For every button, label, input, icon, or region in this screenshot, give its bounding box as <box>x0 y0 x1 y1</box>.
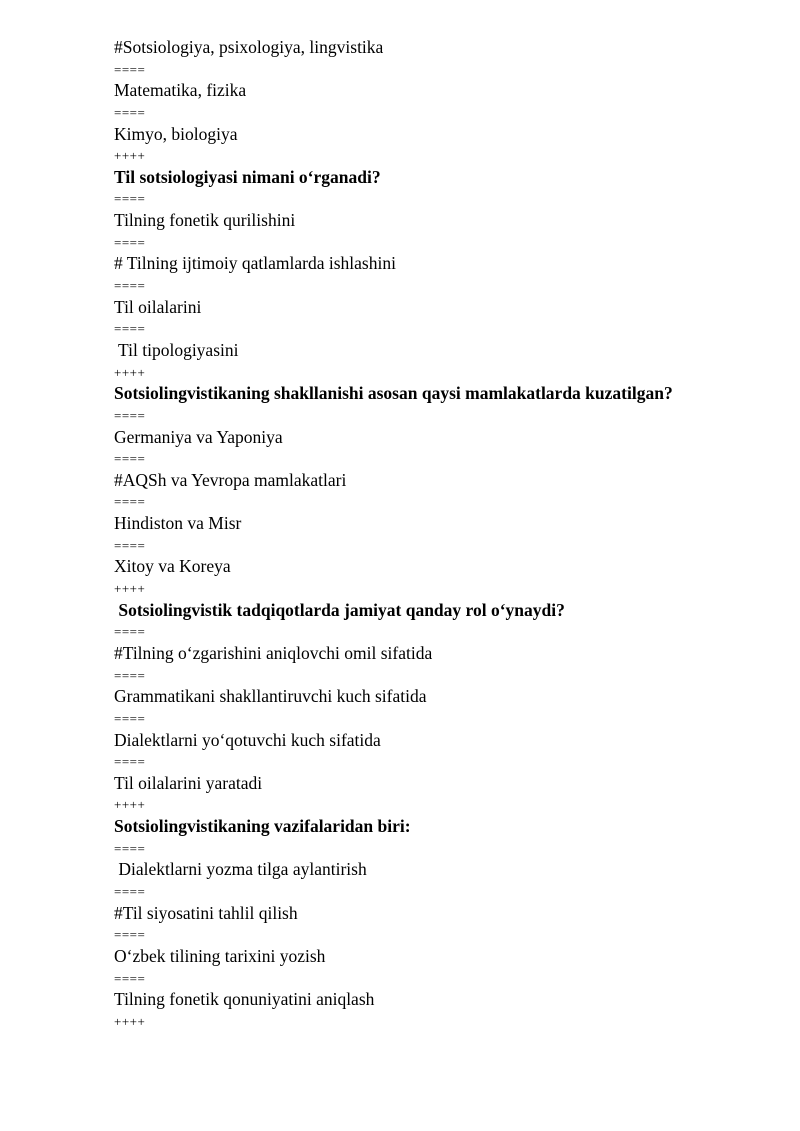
separator-line: ==== <box>114 234 146 250</box>
separator-line: ==== <box>114 840 146 856</box>
answer-option: #Tilning oʻzgarishini aniqlovchi omil sifatida <box>114 642 433 663</box>
separator-line: ++++ <box>114 797 146 813</box>
answer-option: Til oilalarini <box>114 296 202 317</box>
separator-line: ==== <box>114 191 146 207</box>
answer-option: #Til siyosatini tahlil qilish <box>114 902 298 923</box>
separator-line: ==== <box>114 104 146 120</box>
separator-line: ==== <box>114 537 146 553</box>
separator-line: ==== <box>114 624 146 640</box>
separator-line: ==== <box>114 927 146 943</box>
separator-line: ==== <box>114 278 146 294</box>
answer-option: Hindiston va Misr <box>114 513 242 534</box>
separator-line: ++++ <box>114 364 146 380</box>
answer-option: Til tipologiyasini <box>114 339 239 360</box>
answer-option: Tilning fonetik qurilishini <box>114 210 296 231</box>
separator-line: ++++ <box>114 148 146 164</box>
separator-line: ++++ <box>114 1013 146 1029</box>
question-text: Sotsiolingvistikaning shakllanishi asosan qaysi mamlakatlarda kuzatilgan? <box>114 383 673 404</box>
separator-line: ==== <box>114 970 146 986</box>
answer-option: Oʻzbek tilining tarixini yozish <box>114 945 326 966</box>
answer-option: Germaniya va Yaponiya <box>114 426 283 447</box>
separator-line: ==== <box>114 494 146 510</box>
answer-option: Matematika, fizika <box>114 80 247 101</box>
answer-option: Kimyo, biologiya <box>114 123 238 144</box>
separator-line: ==== <box>114 754 146 770</box>
answer-option: #AQSh va Yevropa mamlakatlari <box>114 469 347 490</box>
answer-option: Tilning fonetik qonuniyatini aniqlash <box>114 989 375 1010</box>
answer-option: Dialektlarni yoʻqotuvchi kuch sifatida <box>114 729 381 750</box>
separator-line: ==== <box>114 451 146 467</box>
separator-line: ++++ <box>114 581 146 597</box>
separator-line: ==== <box>114 61 146 77</box>
answer-option: Xitoy va Koreya <box>114 556 231 577</box>
separator-line: ==== <box>114 883 146 899</box>
answer-option: Dialektlarni yozma tilga aylantirish <box>114 859 367 880</box>
test-questions-list <box>114 37 673 1032</box>
separator-line: ==== <box>114 710 146 726</box>
separator-line: ==== <box>114 321 146 337</box>
separator-line: ==== <box>114 667 146 683</box>
separator-line: ==== <box>114 407 146 423</box>
question-text: Sotsiolingvistikaning vazifalaridan biri: <box>114 816 411 837</box>
answer-option: # Tilning ijtimoiy qatlamlarda ishlashini <box>114 253 396 274</box>
answer-option: Til oilalarini yaratadi <box>114 772 263 793</box>
answer-option: Grammatikani shakllantiruvchi kuch sifatida <box>114 686 427 707</box>
question-text: Til sotsiologiyasi nimani oʻrganadi? <box>114 166 381 187</box>
question-text: Sotsiolingvistik tadqiqotlarda jamiyat qanday rol oʻynaydi? <box>114 599 565 620</box>
answer-option: #Sotsiologiya, psixologiya, lingvistika <box>114 37 384 57</box>
